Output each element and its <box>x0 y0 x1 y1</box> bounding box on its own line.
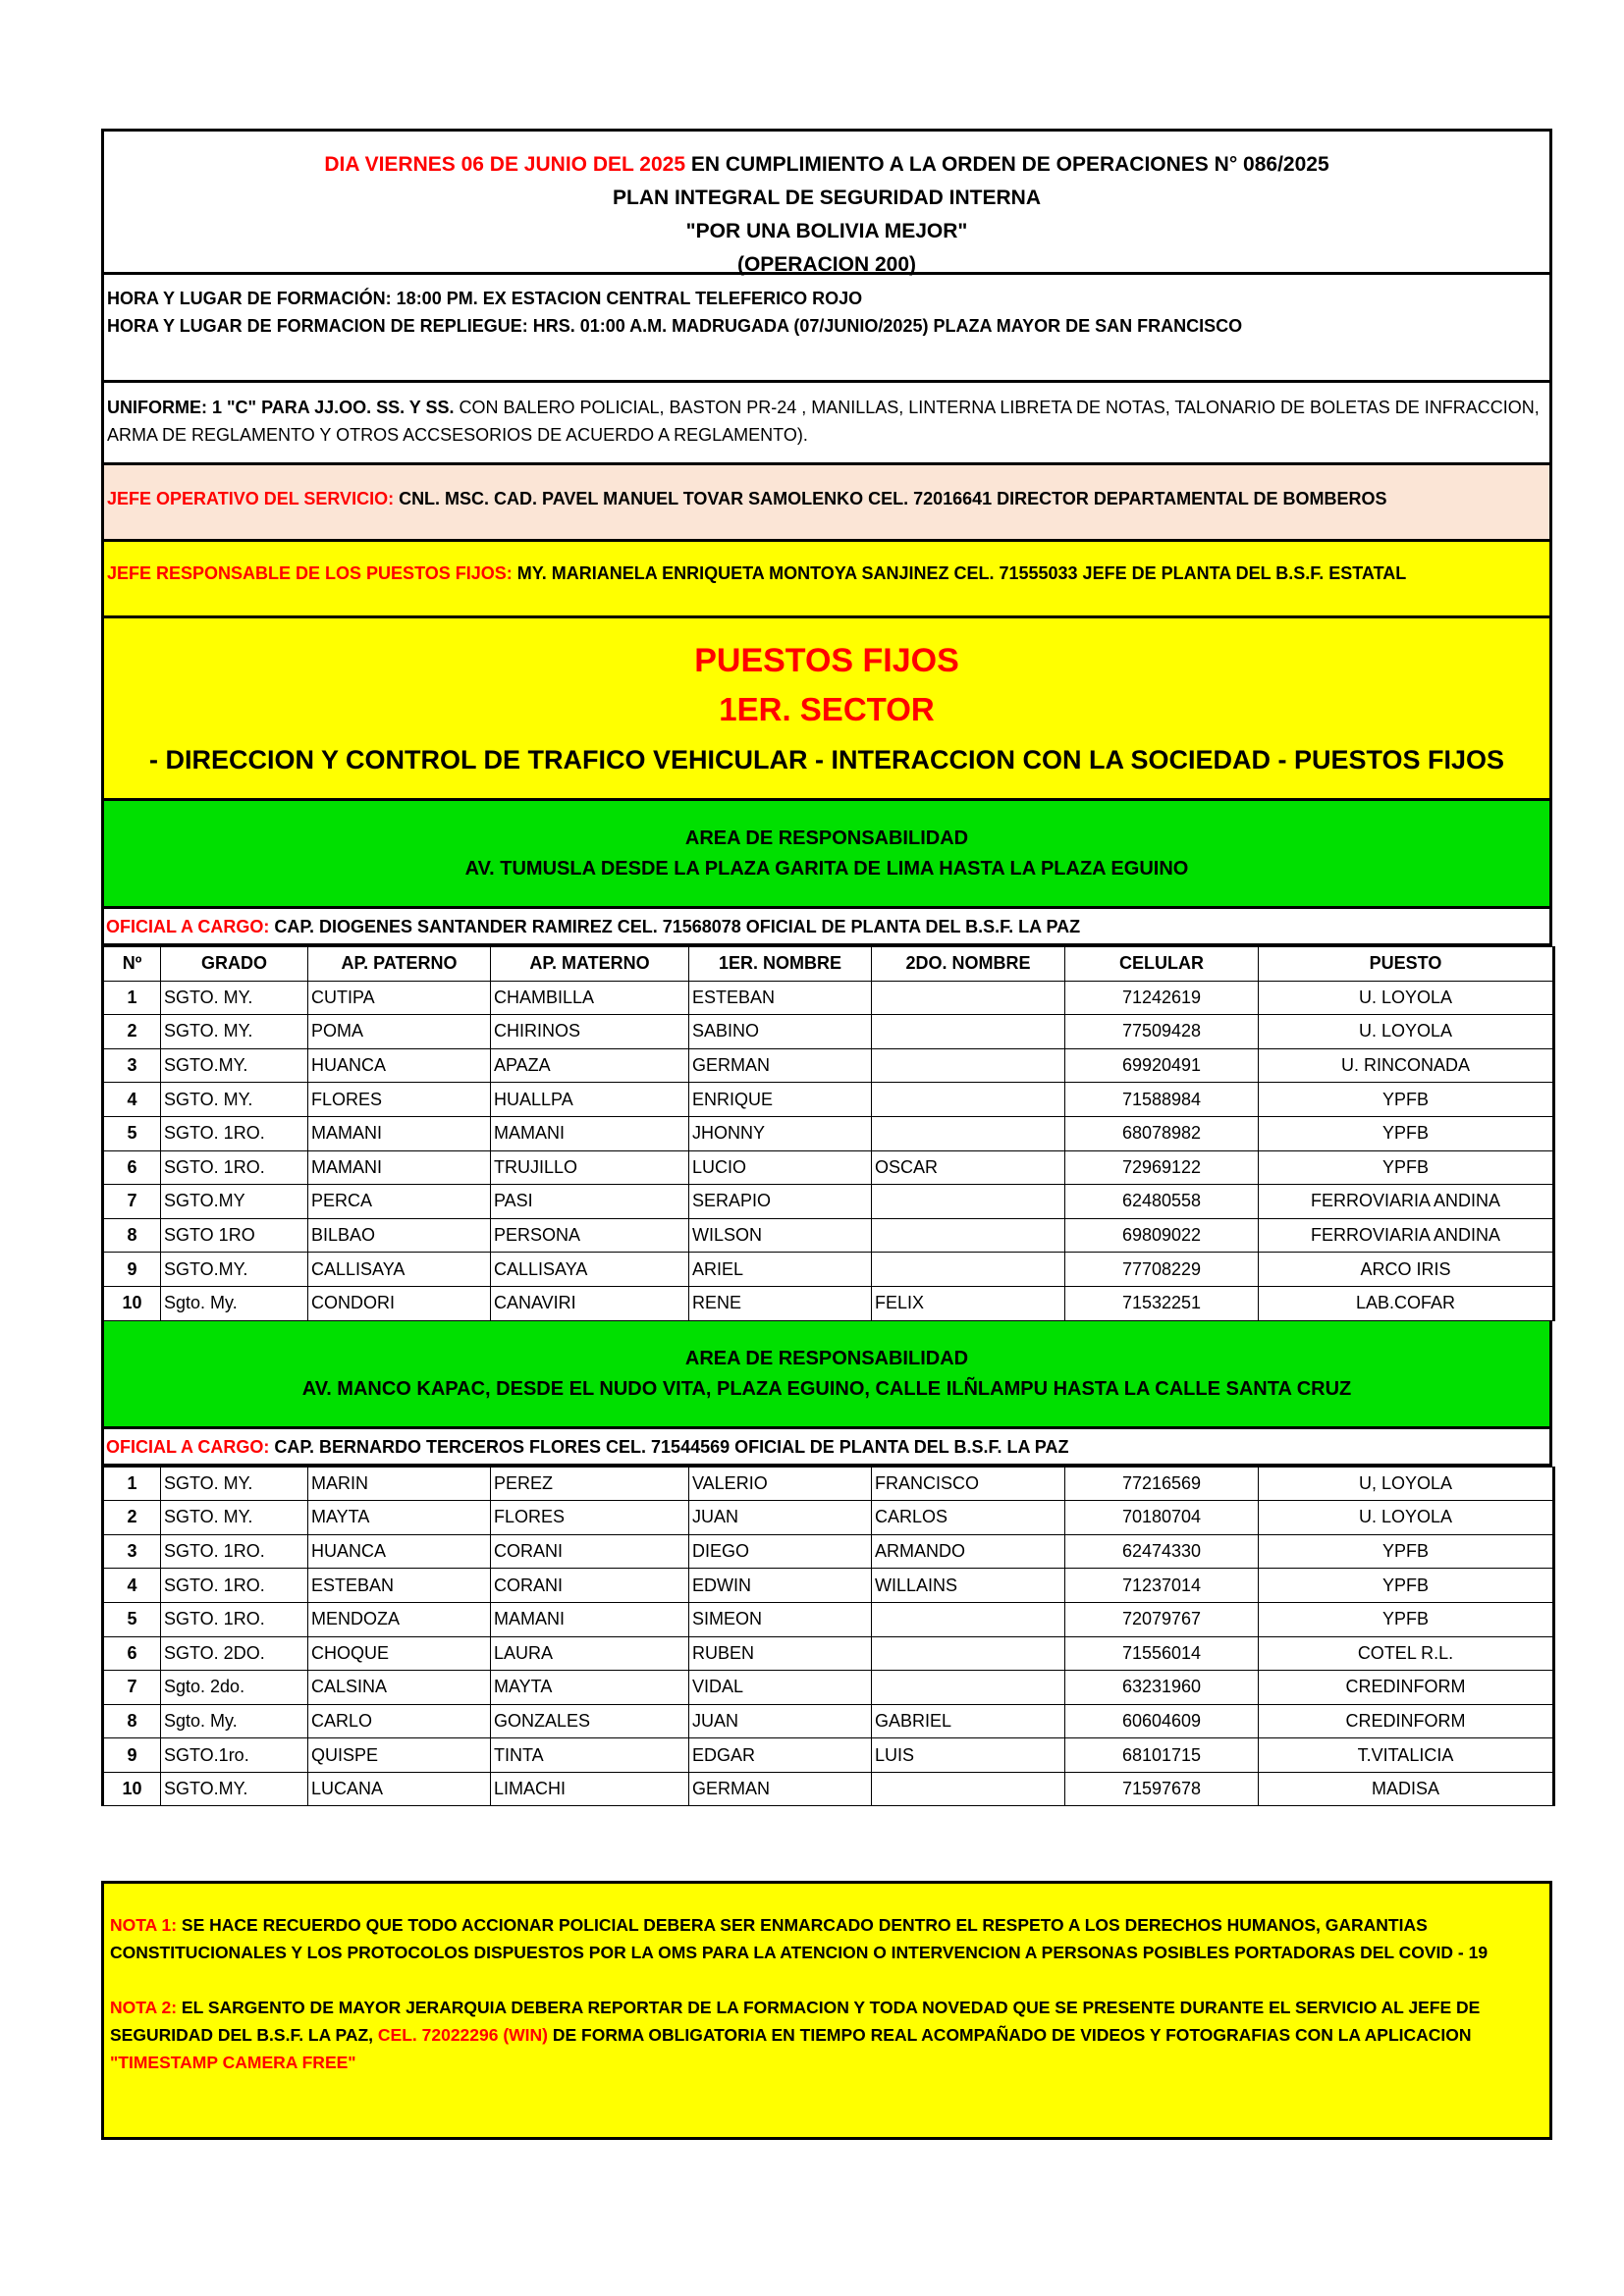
note-1-text: SE HACE RECUERDO QUE TODO ACCIONAR POLICIAL DEBERA SER ENMARCADO DENTRO EL RESPETO A LOS DERECHOS HUMANOS, GARANTIAS CONSTITUCIONALES Y LOS PROTOCOLOS DISPUESTOS POR LA OMS PARA LA ATENCION O INTERVENCION A PERSONAS POSIBLES PORTADORAS DEL COVID - 19 <box>110 1915 1489 1962</box>
table-row <box>103 1083 1554 1117</box>
post: YPFB <box>1259 1534 1554 1569</box>
paternal-surname: QUISPE <box>308 1738 491 1773</box>
paternal-surname: BILBAO <box>308 1218 491 1253</box>
second-name <box>872 981 1065 1015</box>
row-number: 8 <box>103 1704 161 1738</box>
first-name: LUCIO <box>689 1150 872 1185</box>
row-number: 5 <box>103 1116 161 1150</box>
post: U, LOYOLA <box>1259 1467 1554 1501</box>
header-line-3: "POR UNA BOLIVIA MEJOR" <box>685 220 968 242</box>
table-row <box>103 1636 1554 1671</box>
rank: Sgto. My. <box>161 1704 308 1738</box>
maternal-surname: CANAVIRI <box>491 1286 689 1320</box>
paternal-surname: MAMANI <box>308 1116 491 1150</box>
table-row <box>103 1738 1554 1773</box>
second-name <box>872 1772 1065 1806</box>
post: T.VITALICIA <box>1259 1738 1554 1773</box>
phone: 69809022 <box>1065 1218 1259 1253</box>
phone: 69920491 <box>1065 1048 1259 1083</box>
maternal-surname: CALLISAYA <box>491 1253 689 1287</box>
formation-time: HORA Y LUGAR DE FORMACIÓN: 18:00 PM. EX ESTACION CENTRAL TELEFERICO ROJO <box>107 289 863 308</box>
maternal-surname: MAYTA <box>491 1671 689 1705</box>
second-name <box>872 1185 1065 1219</box>
phone: 71597678 <box>1065 1772 1259 1806</box>
paternal-surname: CONDORI <box>308 1286 491 1320</box>
maternal-surname: CHIRINOS <box>491 1015 689 1049</box>
second-name <box>872 1048 1065 1083</box>
maternal-surname: TINTA <box>491 1738 689 1773</box>
table-row <box>103 1253 1554 1287</box>
second-name: OSCAR <box>872 1150 1065 1185</box>
note-2-text: EL SARGENTO DE MAYOR JERARQUIA DEBERA REPORTAR DE LA FORMACION Y TODA NOVEDAD QUE SE PRESENTE DURANTE EL SERVICIO AL JEFE DE SEGURIDAD DEL B.S.F. LA PAZ, <box>110 1998 1481 2045</box>
second-name <box>872 1083 1065 1117</box>
paternal-surname: POMA <box>308 1015 491 1049</box>
rank: Sgto. My. <box>161 1286 308 1320</box>
table-header-row <box>103 947 1554 982</box>
officer-text: CAP. BERNARDO TERCEROS FLORES CEL. 71544569 OFICIAL DE PLANTA DEL B.S.F. LA PAZ <box>269 1436 1069 1457</box>
area-description: AV. TUMUSLA DESDE LA PLAZA GARITA DE LIMA HASTA LA PLAZA EGUINO <box>464 858 1189 880</box>
first-name: ARIEL <box>689 1253 872 1287</box>
note-2-label: NOTA 2: <box>110 1998 178 2017</box>
maternal-surname: APAZA <box>491 1048 689 1083</box>
row-number: 6 <box>103 1150 161 1185</box>
table-row <box>103 1015 1554 1049</box>
table-row <box>103 1185 1554 1219</box>
paternal-surname: ESTEBAN <box>308 1569 491 1603</box>
fixed-posts-chief-text: MY. MARIANELA ENRIQUETA MONTOYA SANJINEZ CEL. 71555033 JEFE DE PLANTA DEL B.S.F. ESTATAL <box>512 563 1407 583</box>
second-name: FRANCISCO <box>872 1467 1065 1501</box>
row-number: 4 <box>103 1569 161 1603</box>
first-name: SIMEON <box>689 1602 872 1636</box>
rank: SGTO.MY. <box>161 1772 308 1806</box>
phone: 72969122 <box>1065 1150 1259 1185</box>
paternal-surname: PERCA <box>308 1185 491 1219</box>
notes-box <box>101 1881 1552 2140</box>
note-1 <box>110 1911 1542 1966</box>
col-header: 1ER. NOMBRE <box>689 947 872 982</box>
post: COTEL R.L. <box>1259 1636 1554 1671</box>
maternal-surname: MAMANI <box>491 1602 689 1636</box>
paternal-surname: MAYTA <box>308 1501 491 1535</box>
second-name <box>872 1602 1065 1636</box>
area-2-officer <box>101 1429 1552 1467</box>
first-name: SERAPIO <box>689 1185 872 1219</box>
first-name: EDGAR <box>689 1738 872 1773</box>
rank: SGTO. 1RO. <box>161 1569 308 1603</box>
rank: SGTO. MY. <box>161 981 308 1015</box>
maternal-surname: LIMACHI <box>491 1772 689 1806</box>
post: YPFB <box>1259 1150 1554 1185</box>
section-title <box>101 618 1552 801</box>
col-header: Nº <box>103 947 161 982</box>
table-row <box>103 1116 1554 1150</box>
first-name: VALERIO <box>689 1467 872 1501</box>
second-name: GABRIEL <box>872 1704 1065 1738</box>
area-1-banner <box>101 801 1552 909</box>
post: FERROVIARIA ANDINA <box>1259 1218 1554 1253</box>
note-2-phone: CEL. 72022296 (WIN) <box>377 2025 549 2045</box>
rank: SGTO.1ro. <box>161 1738 308 1773</box>
second-name: FELIX <box>872 1286 1065 1320</box>
header-date: DIA VIERNES 06 DE JUNIO DEL 2025 <box>324 153 685 176</box>
col-header: AP. MATERNO <box>491 947 689 982</box>
maternal-surname: CHAMBILLA <box>491 981 689 1015</box>
title-subtitle: - DIRECCION Y CONTROL DE TRAFICO VEHICULAR - INTERACCION CON LA SOCIEDAD - PUESTOS FIJOS <box>148 745 1505 774</box>
table-row <box>103 1218 1554 1253</box>
second-name <box>872 1671 1065 1705</box>
rank: SGTO. MY. <box>161 1467 308 1501</box>
second-name: WILLAINS <box>872 1569 1065 1603</box>
col-header: PUESTO <box>1259 947 1554 982</box>
maternal-surname: PERSONA <box>491 1218 689 1253</box>
operative-chief-text: CNL. MSC. CAD. PAVEL MANUEL TOVAR SAMOLENKO CEL. 72016641 DIRECTOR DEPARTAMENTAL DE BOMBEROS <box>394 489 1387 508</box>
maternal-surname: MAMANI <box>491 1116 689 1150</box>
phone: 71588984 <box>1065 1083 1259 1117</box>
col-header: 2DO. NOMBRE <box>872 947 1065 982</box>
maternal-surname: CORANI <box>491 1534 689 1569</box>
area-label: AREA DE RESPONSABILIDAD <box>684 1347 969 1369</box>
withdrawal-time: HORA Y LUGAR DE FORMACION DE REPLIEGUE: HRS. 01:00 A.M. MADRUGADA (07/JUNIO/2025) PLAZA MAYOR DE SAN FRANCISCO <box>107 316 1243 336</box>
first-name: JUAN <box>689 1501 872 1535</box>
area-description: AV. MANCO KAPAC, DESDE EL NUDO VITA, PLAZA EGUINO, CALLE ILÑLAMPU HASTA LA CALLE SANTA CRUZ <box>301 1377 1352 1400</box>
phone: 71532251 <box>1065 1286 1259 1320</box>
maternal-surname: CORANI <box>491 1569 689 1603</box>
row-number: 2 <box>103 1015 161 1049</box>
uniform-label: UNIFORME: 1 "C" PARA JJ.OO. SS. Y SS. <box>107 398 455 417</box>
document-header <box>101 129 1552 275</box>
table-row <box>103 981 1554 1015</box>
col-header: GRADO <box>161 947 308 982</box>
table-row <box>103 1048 1554 1083</box>
paternal-surname: MAMANI <box>308 1150 491 1185</box>
col-header: AP. PATERNO <box>308 947 491 982</box>
post: YPFB <box>1259 1569 1554 1603</box>
rank: SGTO. 1RO. <box>161 1602 308 1636</box>
second-name <box>872 1116 1065 1150</box>
area-2-rows <box>103 1467 1554 1806</box>
rank: SGTO. 1RO. <box>161 1150 308 1185</box>
row-number: 7 <box>103 1671 161 1705</box>
col-header: CELULAR <box>1065 947 1259 982</box>
paternal-surname: MENDOZA <box>308 1602 491 1636</box>
rank: SGTO. 2DO. <box>161 1636 308 1671</box>
paternal-surname: MARIN <box>308 1467 491 1501</box>
paternal-surname: HUANCA <box>308 1534 491 1569</box>
rank: SGTO.MY. <box>161 1048 308 1083</box>
officer-text: CAP. DIOGENES SANTANDER RAMIREZ CEL. 71568078 OFICIAL DE PLANTA DEL B.S.F. LA PAZ <box>269 917 1081 936</box>
operations-sheet <box>101 129 1552 1806</box>
maternal-surname: TRUJILLO <box>491 1150 689 1185</box>
row-number: 10 <box>103 1286 161 1320</box>
maternal-surname: FLORES <box>491 1501 689 1535</box>
post: YPFB <box>1259 1083 1554 1117</box>
second-name <box>872 1218 1065 1253</box>
area-1-rows <box>103 981 1554 1320</box>
row-number: 3 <box>103 1048 161 1083</box>
table-row <box>103 1704 1554 1738</box>
area-1-officer <box>101 909 1552 946</box>
rank: SGTO. MY. <box>161 1501 308 1535</box>
area-2-banner <box>101 1321 1552 1429</box>
paternal-surname: CHOQUE <box>308 1636 491 1671</box>
first-name: EDWIN <box>689 1569 872 1603</box>
header-line-1 <box>104 148 1549 182</box>
paternal-surname: CALSINA <box>308 1671 491 1705</box>
note-2-text-cont: DE FORMA OBLIGATORIA EN TIEMPO REAL ACOMPAÑADO DE VIDEOS Y FOTOGRAFIAS CON LA APLICACION <box>548 2025 1472 2045</box>
paternal-surname: CUTIPA <box>308 981 491 1015</box>
phone: 77509428 <box>1065 1015 1259 1049</box>
post: MADISA <box>1259 1772 1554 1806</box>
rank: SGTO. 1RO. <box>161 1116 308 1150</box>
post: ARCO IRIS <box>1259 1253 1554 1287</box>
phone: 62474330 <box>1065 1534 1259 1569</box>
post: YPFB <box>1259 1116 1554 1150</box>
second-name <box>872 1015 1065 1049</box>
first-name: JHONNY <box>689 1116 872 1150</box>
row-number: 7 <box>103 1185 161 1219</box>
post: U. LOYOLA <box>1259 1015 1554 1049</box>
rank: SGTO. MY. <box>161 1015 308 1049</box>
row-number: 6 <box>103 1636 161 1671</box>
table-row <box>103 1501 1554 1535</box>
maternal-surname: PEREZ <box>491 1467 689 1501</box>
first-name: GERMAN <box>689 1048 872 1083</box>
first-name: VIDAL <box>689 1671 872 1705</box>
area-2-table <box>101 1467 1555 1807</box>
first-name: GERMAN <box>689 1772 872 1806</box>
paternal-surname: CALLISAYA <box>308 1253 491 1287</box>
second-name: LUIS <box>872 1738 1065 1773</box>
second-name: ARMANDO <box>872 1534 1065 1569</box>
table-row <box>103 1467 1554 1501</box>
phone: 70180704 <box>1065 1501 1259 1535</box>
table-row <box>103 1772 1554 1806</box>
row-number: 9 <box>103 1738 161 1773</box>
rank: SGTO 1RO <box>161 1218 308 1253</box>
phone: 71237014 <box>1065 1569 1259 1603</box>
phone: 63231960 <box>1065 1671 1259 1705</box>
note-2 <box>110 1994 1542 2076</box>
header-line-2: PLAN INTEGRAL DE SEGURIDAD INTERNA <box>613 187 1041 209</box>
row-number: 5 <box>103 1602 161 1636</box>
operative-chief-label: JEFE OPERATIVO DEL SERVICIO: <box>107 489 395 508</box>
phone: 71556014 <box>1065 1636 1259 1671</box>
header-line-4: (OPERACION 200) <box>736 253 917 276</box>
fixed-posts-chief <box>101 542 1552 618</box>
first-name: DIEGO <box>689 1534 872 1569</box>
table-row <box>103 1534 1554 1569</box>
second-name <box>872 1636 1065 1671</box>
uniform-text: CON BALERO POLICIAL, BASTON PR-24 , MANILLAS, LINTERNA LIBRETA DE NOTAS, TALONARIO DE BOLETAS DE INFRACCION, ARMA DE REGLAMENTO Y OTROS ACCSESORIOS DE ACUERDO A REGLAMENTO). <box>107 398 1540 445</box>
first-name: ENRIQUE <box>689 1083 872 1117</box>
formation-info <box>101 275 1552 383</box>
rank: SGTO. 1RO. <box>161 1534 308 1569</box>
area-1-table <box>101 946 1555 1321</box>
rank: SGTO.MY. <box>161 1253 308 1287</box>
phone: 68078982 <box>1065 1116 1259 1150</box>
post: U. LOYOLA <box>1259 981 1554 1015</box>
row-number: 9 <box>103 1253 161 1287</box>
area-label: AREA DE RESPONSABILIDAD <box>684 828 969 849</box>
post: FERROVIARIA ANDINA <box>1259 1185 1554 1219</box>
post: LAB.COFAR <box>1259 1286 1554 1320</box>
maternal-surname: LAURA <box>491 1636 689 1671</box>
fixed-posts-chief-label: JEFE RESPONSABLE DE LOS PUESTOS FIJOS: <box>107 563 513 583</box>
post: U. LOYOLA <box>1259 1501 1554 1535</box>
rank: SGTO. MY. <box>161 1083 308 1117</box>
header-order: EN CUMPLIMIENTO A LA ORDEN DE OPERACIONES N° 086/2025 <box>685 153 1329 176</box>
note-2-app: "TIMESTAMP CAMERA FREE" <box>110 2053 356 2072</box>
second-name: CARLOS <box>872 1501 1065 1535</box>
first-name: JUAN <box>689 1704 872 1738</box>
row-number: 1 <box>103 981 161 1015</box>
title-main: PUESTOS FIJOS <box>694 642 959 679</box>
maternal-surname: GONZALES <box>491 1704 689 1738</box>
table-row <box>103 1150 1554 1185</box>
note-1-label: NOTA 1: <box>110 1915 178 1935</box>
paternal-surname: HUANCA <box>308 1048 491 1083</box>
second-name <box>872 1253 1065 1287</box>
first-name: SABINO <box>689 1015 872 1049</box>
paternal-surname: LUCANA <box>308 1772 491 1806</box>
officer-label: OFICIAL A CARGO: <box>106 1436 270 1457</box>
row-number: 2 <box>103 1501 161 1535</box>
paternal-surname: CARLO <box>308 1704 491 1738</box>
phone: 68101715 <box>1065 1738 1259 1773</box>
row-number: 8 <box>103 1218 161 1253</box>
paternal-surname: FLORES <box>308 1083 491 1117</box>
row-number: 10 <box>103 1772 161 1806</box>
post: U. RINCONADA <box>1259 1048 1554 1083</box>
phone: 77216569 <box>1065 1467 1259 1501</box>
row-number: 4 <box>103 1083 161 1117</box>
first-name: RENE <box>689 1286 872 1320</box>
table-row <box>103 1671 1554 1705</box>
phone: 71242619 <box>1065 981 1259 1015</box>
table-row <box>103 1569 1554 1603</box>
maternal-surname: PASI <box>491 1185 689 1219</box>
table-row <box>103 1286 1554 1320</box>
maternal-surname: HUALLPA <box>491 1083 689 1117</box>
title-sector: 1ER. SECTOR <box>719 691 935 727</box>
post: CREDINFORM <box>1259 1704 1554 1738</box>
rank: Sgto. 2do. <box>161 1671 308 1705</box>
table-row <box>103 1602 1554 1636</box>
phone: 77708229 <box>1065 1253 1259 1287</box>
row-number: 3 <box>103 1534 161 1569</box>
phone: 60604609 <box>1065 1704 1259 1738</box>
post: YPFB <box>1259 1602 1554 1636</box>
phone: 62480558 <box>1065 1185 1259 1219</box>
uniform-info <box>101 383 1552 465</box>
row-number: 1 <box>103 1467 161 1501</box>
post: CREDINFORM <box>1259 1671 1554 1705</box>
phone: 72079767 <box>1065 1602 1259 1636</box>
first-name: RUBEN <box>689 1636 872 1671</box>
officer-label: OFICIAL A CARGO: <box>106 917 270 936</box>
rank: SGTO.MY <box>161 1185 308 1219</box>
operative-chief <box>101 465 1552 542</box>
first-name: WILSON <box>689 1218 872 1253</box>
first-name: ESTEBAN <box>689 981 872 1015</box>
